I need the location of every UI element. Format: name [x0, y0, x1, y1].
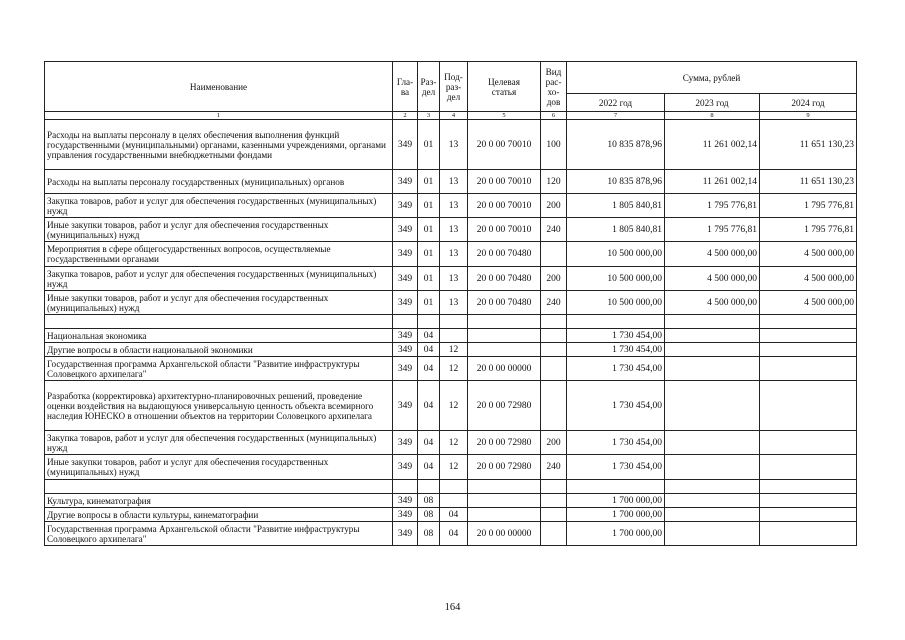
- row-razdel: [418, 480, 440, 494]
- row-sum-2024: [760, 494, 857, 508]
- row-glava: 349: [393, 522, 418, 546]
- table-row: [45, 242, 857, 267]
- row-sum-2024: 4 500 000,00: [760, 291, 857, 315]
- header-year-2023: 2023 год: [665, 94, 760, 112]
- row-name: Культура, кинематография: [45, 494, 393, 508]
- table-row: [45, 431, 857, 455]
- row-target: 20 0 00 72980: [468, 455, 541, 480]
- row-sum-2022: [567, 315, 665, 329]
- row-sum-2022: [567, 480, 665, 494]
- row-vid: [541, 480, 567, 494]
- row-sum-2024: [760, 357, 857, 381]
- col-number: 3: [418, 112, 440, 120]
- row-vid: 100: [541, 120, 567, 170]
- budget-table: [44, 61, 857, 546]
- row-target: [468, 315, 541, 329]
- row-name: Расходы на выплаты персоналу в целях обеспечения выполнения функций государственными (муниципальными) органами, казенными учреждениями, органами управления государственными внебюджетными фондами: [45, 120, 393, 170]
- row-podrazdel: 13: [440, 120, 468, 170]
- row-sum-2023: [665, 357, 760, 381]
- row-sum-2024: [760, 329, 857, 343]
- row-glava: 349: [393, 170, 418, 194]
- row-name: Государственная программа Архангельской области "Развитие инфраструктуры Соловецкого архипелага": [45, 357, 393, 381]
- table-row: [45, 329, 857, 343]
- row-name: Национальная экономика: [45, 329, 393, 343]
- row-target: 20 0 00 70480: [468, 242, 541, 267]
- row-target: 20 0 00 00000: [468, 522, 541, 546]
- row-podrazdel: 12: [440, 343, 468, 357]
- header-target: Целевая статья: [468, 62, 541, 112]
- col-number: 9: [760, 112, 857, 120]
- row-razdel: 04: [418, 343, 440, 357]
- row-target: [468, 329, 541, 343]
- row-name: Другие вопросы в области национальной экономики: [45, 343, 393, 357]
- row-vid: [541, 494, 567, 508]
- col-number: 6: [541, 112, 567, 120]
- table-row: [45, 508, 857, 522]
- table-row: [45, 291, 857, 315]
- row-vid: 200: [541, 431, 567, 455]
- row-razdel: 04: [418, 329, 440, 343]
- row-sum-2024: 4 500 000,00: [760, 242, 857, 267]
- row-vid: 200: [541, 194, 567, 218]
- header-sum: Сумма, рублей: [567, 62, 857, 94]
- row-target: [468, 494, 541, 508]
- row-name: Расходы на выплаты персоналу государственных (муниципальных) органов: [45, 170, 393, 194]
- row-glava: 349: [393, 455, 418, 480]
- row-sum-2024: 1 795 776,81: [760, 218, 857, 242]
- row-razdel: 08: [418, 494, 440, 508]
- col-number: 7: [567, 112, 665, 120]
- row-razdel: [418, 315, 440, 329]
- row-name: [45, 480, 393, 494]
- row-vid: [541, 329, 567, 343]
- row-podrazdel: 04: [440, 522, 468, 546]
- table-row-empty: [45, 315, 857, 329]
- row-podrazdel: 12: [440, 381, 468, 431]
- row-sum-2023: [665, 480, 760, 494]
- row-vid: [541, 508, 567, 522]
- row-vid: [541, 343, 567, 357]
- table-row: [45, 357, 857, 381]
- row-sum-2024: [760, 522, 857, 546]
- row-name: Мероприятия в сфере общегосударственных вопросов, осуществляемые государственными органами: [45, 242, 393, 267]
- row-sum-2023: [665, 329, 760, 343]
- row-sum-2023: [665, 494, 760, 508]
- row-name: Иные закупки товаров, работ и услуг для обеспечения государственных (муниципальных) нужд: [45, 291, 393, 315]
- row-name: Закупка товаров, работ и услуг для обеспечения государственных (муниципальных) нужд: [45, 267, 393, 291]
- row-sum-2022: 1 730 454,00: [567, 357, 665, 381]
- row-sum-2022: 10 835 878,96: [567, 170, 665, 194]
- col-number: 5: [468, 112, 541, 120]
- table-row: [45, 267, 857, 291]
- row-vid: [541, 381, 567, 431]
- col-number: 2: [393, 112, 418, 120]
- row-target: 20 0 00 70010: [468, 194, 541, 218]
- page-number: 164: [444, 602, 461, 613]
- row-name: Разработка (корректировка) архитектурно-планировочных решений, проведение оценки воздействия на выдающуюся универсальную ценность объекта всемирного наследия ЮНЕСКО в отношении объектов на территории Соловецкого архипелага: [45, 381, 393, 431]
- row-name: Иные закупки товаров, работ и услуг для обеспечения государственных (муниципальных) нужд: [45, 455, 393, 480]
- row-name: Государственная программа Архангельской области "Развитие инфраструктуры Соловецкого архипелага": [45, 522, 393, 546]
- row-podrazdel: [440, 329, 468, 343]
- row-razdel: 01: [418, 120, 440, 170]
- row-target: [468, 508, 541, 522]
- row-sum-2022: 10 500 000,00: [567, 291, 665, 315]
- row-sum-2022: 1 730 454,00: [567, 329, 665, 343]
- row-sum-2022: 1 730 454,00: [567, 455, 665, 480]
- row-sum-2024: 11 651 130,23: [760, 120, 857, 170]
- col-number: 1: [45, 112, 393, 120]
- row-target: [468, 343, 541, 357]
- row-razdel: 01: [418, 218, 440, 242]
- table-body: [45, 120, 857, 546]
- row-vid: [541, 357, 567, 381]
- row-sum-2023: 4 500 000,00: [665, 242, 760, 267]
- row-podrazdel: 12: [440, 357, 468, 381]
- row-sum-2024: 4 500 000,00: [760, 267, 857, 291]
- table-row: [45, 343, 857, 357]
- row-vid: [541, 522, 567, 546]
- col-number: 8: [665, 112, 760, 120]
- header-vid: Вид рас- хо- дов: [541, 62, 567, 112]
- table-row: [45, 381, 857, 431]
- row-sum-2023: 4 500 000,00: [665, 291, 760, 315]
- row-vid: 120: [541, 170, 567, 194]
- row-vid: 240: [541, 218, 567, 242]
- row-glava: 349: [393, 343, 418, 357]
- row-razdel: 01: [418, 291, 440, 315]
- row-sum-2024: [760, 455, 857, 480]
- row-podrazdel: 13: [440, 267, 468, 291]
- row-glava: 349: [393, 508, 418, 522]
- row-sum-2023: 11 261 002,14: [665, 120, 760, 170]
- row-sum-2023: 1 795 776,81: [665, 218, 760, 242]
- row-vid: [541, 242, 567, 267]
- row-sum-2023: [665, 315, 760, 329]
- row-target: 20 0 00 00000: [468, 357, 541, 381]
- header-glava: Гла- ва: [393, 62, 418, 112]
- row-sum-2022: 1 805 840,81: [567, 218, 665, 242]
- row-vid: 240: [541, 291, 567, 315]
- row-vid: 240: [541, 455, 567, 480]
- table-row: [45, 494, 857, 508]
- row-podrazdel: [440, 480, 468, 494]
- row-podrazdel: 12: [440, 455, 468, 480]
- header-podrazdel: Под- раз- дел: [440, 62, 468, 112]
- row-razdel: 04: [418, 381, 440, 431]
- row-sum-2022: 1 730 454,00: [567, 381, 665, 431]
- row-razdel: 04: [418, 431, 440, 455]
- header-name: Наименование: [45, 62, 393, 112]
- row-podrazdel: 13: [440, 218, 468, 242]
- row-glava: 349: [393, 267, 418, 291]
- row-sum-2024: [760, 480, 857, 494]
- row-sum-2023: 11 261 002,14: [665, 170, 760, 194]
- header-year-2024: 2024 год: [760, 94, 857, 112]
- row-sum-2022: 1 730 454,00: [567, 431, 665, 455]
- col-number: 4: [440, 112, 468, 120]
- row-name: Закупка товаров, работ и услуг для обеспечения государственных (муниципальных) нужд: [45, 194, 393, 218]
- row-glava: [393, 315, 418, 329]
- row-name: [45, 315, 393, 329]
- row-sum-2024: [760, 381, 857, 431]
- table-row-empty: [45, 480, 857, 494]
- row-glava: 349: [393, 329, 418, 343]
- row-glava: 349: [393, 194, 418, 218]
- row-razdel: 08: [418, 522, 440, 546]
- row-sum-2022: 1 700 000,00: [567, 522, 665, 546]
- row-razdel: 01: [418, 194, 440, 218]
- row-sum-2023: 4 500 000,00: [665, 267, 760, 291]
- row-sum-2022: 1 730 454,00: [567, 343, 665, 357]
- row-target: 20 0 00 72980: [468, 381, 541, 431]
- row-sum-2022: 10 500 000,00: [567, 242, 665, 267]
- row-sum-2022: 1 700 000,00: [567, 494, 665, 508]
- row-podrazdel: 04: [440, 508, 468, 522]
- row-sum-2023: [665, 343, 760, 357]
- row-sum-2022: 1 805 840,81: [567, 194, 665, 218]
- row-glava: 349: [393, 242, 418, 267]
- row-podrazdel: [440, 315, 468, 329]
- row-glava: [393, 480, 418, 494]
- row-razdel: 04: [418, 455, 440, 480]
- row-target: 20 0 00 70010: [468, 218, 541, 242]
- row-target: 20 0 00 70480: [468, 267, 541, 291]
- row-podrazdel: [440, 494, 468, 508]
- row-target: 20 0 00 70480: [468, 291, 541, 315]
- table-row: [45, 218, 857, 242]
- row-glava: 349: [393, 494, 418, 508]
- table-row: [45, 120, 857, 170]
- row-sum-2024: [760, 315, 857, 329]
- row-sum-2022: 1 700 000,00: [567, 508, 665, 522]
- row-sum-2024: [760, 343, 857, 357]
- row-sum-2023: [665, 522, 760, 546]
- row-razdel: 01: [418, 267, 440, 291]
- row-sum-2022: 10 835 878,96: [567, 120, 665, 170]
- row-sum-2023: [665, 455, 760, 480]
- row-name: Другие вопросы в области культуры, кинематографии: [45, 508, 393, 522]
- row-podrazdel: 13: [440, 170, 468, 194]
- row-podrazdel: 13: [440, 291, 468, 315]
- column-number-row: [45, 112, 857, 120]
- row-glava: 349: [393, 431, 418, 455]
- row-name: Иные закупки товаров, работ и услуг для обеспечения государственных (муниципальных) нужд: [45, 218, 393, 242]
- row-razdel: 04: [418, 357, 440, 381]
- row-sum-2024: 1 795 776,81: [760, 194, 857, 218]
- table-row: [45, 170, 857, 194]
- row-target: [468, 480, 541, 494]
- row-podrazdel: 13: [440, 242, 468, 267]
- row-podrazdel: 13: [440, 194, 468, 218]
- row-vid: 200: [541, 267, 567, 291]
- header-year-2022: 2022 год: [567, 94, 665, 112]
- table-header: [45, 62, 857, 120]
- row-glava: 349: [393, 291, 418, 315]
- row-podrazdel: 12: [440, 431, 468, 455]
- table-row: [45, 455, 857, 480]
- header-razdel: Раз- дел: [418, 62, 440, 112]
- row-sum-2022: 10 500 000,00: [567, 267, 665, 291]
- table-row: [45, 522, 857, 546]
- row-target: 20 0 00 70010: [468, 170, 541, 194]
- row-name: Закупка товаров, работ и услуг для обеспечения государственных (муниципальных) нужд: [45, 431, 393, 455]
- row-sum-2024: [760, 508, 857, 522]
- row-glava: 349: [393, 357, 418, 381]
- row-glava: 349: [393, 381, 418, 431]
- row-target: 20 0 00 72980: [468, 431, 541, 455]
- row-sum-2023: [665, 431, 760, 455]
- row-sum-2023: 1 795 776,81: [665, 194, 760, 218]
- row-vid: [541, 315, 567, 329]
- row-razdel: 01: [418, 242, 440, 267]
- row-sum-2023: [665, 381, 760, 431]
- row-razdel: 08: [418, 508, 440, 522]
- row-sum-2024: [760, 431, 857, 455]
- row-razdel: 01: [418, 170, 440, 194]
- table-row: [45, 194, 857, 218]
- row-glava: 349: [393, 218, 418, 242]
- row-sum-2023: [665, 508, 760, 522]
- row-sum-2024: 11 651 130,23: [760, 170, 857, 194]
- row-glava: 349: [393, 120, 418, 170]
- row-target: 20 0 00 70010: [468, 120, 541, 170]
